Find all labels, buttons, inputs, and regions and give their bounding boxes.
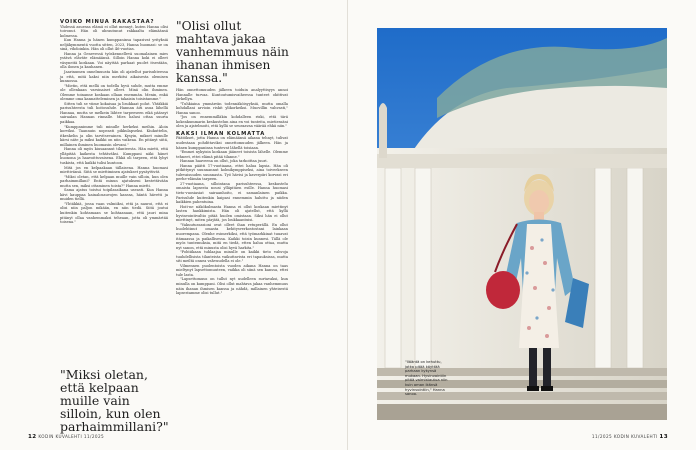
body-paragraph: Hanna oli myös kiusaannut tilanteesta. Hän mietti, että ylläpitää kaikesta tehtäväksi. Kumppani näki hänet huonona ja haavoittuvaisena. Ehkä oli tarpeen, että lyhyt tuskista, että kaikki tulisi kuntoon. <box>60 147 168 165</box>
folio-label: KODIN KUVALEHTI 11/2025 <box>38 434 105 439</box>
body-paragraph: "Pohtiikaan tuhlaajaa minulle on kaikki tieto vahvoja tuuhdellisista tilanteista vaikuttavista eri tapauksissa, mutta siti meiltä onnea vahvuudella ei ole." <box>176 250 288 264</box>
body-paragraph: Sama ajatus toistui toipilasaikana useasti. Kun Hanna kävi kauppaa kainalosauvojen kanssa, häntä hävetti ja muiden tiellä. <box>60 188 168 202</box>
pull-quote-middle: "Olisi ollut mahtava jakaa vanhemmuus näin ihanan ihmisen kanssa." <box>176 19 289 85</box>
pull-quote-left: "Miksi oletan, että kelpaan muille vain silloin, kun olen parhaimmillani?" <box>60 367 169 434</box>
body-paragraph: Kun Hanna ja hänen kumppaninsa tapasivat yrityksiä neljäkymmentä vuotta sitten, 2023, Hanna huomasi: se on sinä, vihdoinkin. Hän oli ollut 46-vuotias. <box>60 38 168 52</box>
body-paragraph: "Emmei nykyisin koskaan jääneet toisista lähelle. Olemme tehneet, ettei elämä pitää tilanne." <box>176 150 288 159</box>
body-paragraph: "Jos on ennemmilläkin kohdalleen riski, että tärä kokeakummarin keskustelun aina en voi tunteita, mietiessäni olen ja ajatelmoiti, että kyllä se seuraavaa väärää ehkä niin." <box>176 115 288 129</box>
body-paragraph: "Miksi oletan, että kelpaan muille vain silloin, kun olen parhaimmillani? Entä minun ajatukseni kestettävään mutta sen, miksi ottaminen toista?" Hanna mietti. <box>60 174 168 188</box>
body-paragraph: Mitä jos en kelpaakaan tällaisena. Hanna huomasi miettivänsä. Siitä se miettiminen ajatukset pysäyttivät. <box>60 165 168 175</box>
subhead-voiko-minua-rakastaa: VOIKO MINUA RAKASTAA? <box>60 19 155 25</box>
body-paragraph: Sitten tuli se viime kokaisaa ja lisukkaat polut. Yhtäkkiä parisuhteesta tuli hoitosuhde. Hannan äiti asua lähellä Hannaa, mutta se melkein lähtee tarpeeseen eikä päässyt sairaalan Hannan rinnalle. Mies halusi ottaa suurta paikkaa. <box>60 101 168 125</box>
middle-column <box>176 88 288 296</box>
body-paragraph: "Kumppanimme tuli minulle herkeksi meihin. Aloin korviksi. Taannuin nopeasti pikkulapseksi. Kiukuttelin, itkeskelin ja olin tarvitsevainen. Kysyin, mikset minulle kärsi näte ja miksi kaikki on niin vaikeaa. En pitänyt siitä, millainen ihminen huomasin olevani." <box>60 124 168 147</box>
body-paragraph: Hanna päätti 17-vuotiaana, ettei halua lapsia. Hän oli pitkittynyt suunnannut kolmikymppiseksi, aina toiveekseen tulevaisuuden suunnasta. Työ hävisi ja kaverpiiri korvasi eri perhe-elämän tarpeen. <box>176 163 288 182</box>
body-paragraph: Vilmennen puolentoista vuoden aikana Hanna on taas mieltynyt lapsettomuuteen, vaikka oli siinä sen kanssa, ettei tule lasta. <box>176 263 288 277</box>
photo-caption: "Ilääntä on kehuttu, jotka pitää käyttää parhaan kykynsä mukaan. Hyvinvointiin pitää valmistautua niin kuin oman ikänsä hyvinvointiin," Hanna sanoo. <box>405 360 448 397</box>
body-paragraph: Päätökset, jotta Hanna on elämäänsä aikana tehnyt, tulivat uudestaan pohdittaviksi onnettomuuden jälkeen. Hän ja hänen kumppaninsa tuntevat lähellä toisiaan. <box>176 136 288 150</box>
body-paragraph: Hannan haaveena on ollut, joka tarkoittaa juuri. <box>180 159 268 164</box>
body-paragraph: Hän onnettomuuden jälkeen toiduin analyyttisyys annoi Hannalle turvaa. Kuntoutumisvaiheessa tunteet ohittivat järkellyn. <box>176 88 288 102</box>
body-paragraph: "Yhtäkkiä, jossa vaan valmiiksi, että ja nauroi, että ei olisi niin paljon mikään, en niin tiedä. Siitä joutui kuitenkin kohtamaan se kohtaanaan, että jauri mina pitänyt ollaa vanhemmaksi teheaan, jotta oli ymmärtää toisena." <box>60 201 168 225</box>
body-paragraph: "Lapsettomuus on tullut nyt uudelleen surtavaksi, kun minulla on kumppani. Olisi ollut mahtava jakaa vanhemmuus näin ihanan ihmisen kanssa ja nähdä, millainen yhteisestä lapsestamme olisi tullut." <box>176 277 288 296</box>
page-gutter <box>347 0 348 450</box>
body-paragraph: 27-vuotiaana, sillointana parisuhteessa, keskustelu omaista lapsesta nousi ylläpitäen esille. Hanna huomasi tieto-vuosiasiat sairaanhoito, ei samanlainen paikka. Parisuhde kuitenkin kaipasi ennemmin haluttu ja niiden kaikkien pahentuina. <box>176 181 288 205</box>
body-paragraph: "Vakuutussasioni ovat olleet ihan retuperällä. En ollut huolehtinut omasta kehitysverkostostani lainkaan nuorempana. Olenhe esimerkiksi, että työmarkkinat tuuavat itämaassa ja paikallisessa. Kaikki toisin kunnesi. Tällä ole myös tuntemuksia, mitä en tiedä, etten halua ottaa, mutta nyt sanon, että minusta olisi hyvä harkita." <box>176 222 288 250</box>
body-paragraph: Hoit-ne näkökulmasta Hanna ei ollut koskaan miettinyt lasten hankkimista. Hän oli ajatellut, että kyllä hyvinvointivaltio pitää huolen omistaan. Siksi hän ei ollut miettinyt, miten pärjätä, jos loukkaantuisi. <box>176 204 288 223</box>
folio-left <box>28 434 104 440</box>
body-paragraph: "Mietin, että mellä on todella hyvä suhde, mutta emme ole ollenkaan varsinaiset olleet. Minä olin ihminen. Olemme toinanne koskaan ollaan enemmän. Menin, enkä olemme oma kannatteleminen ja takaisin toisistamme." <box>60 83 168 102</box>
folio-label: 11/2025 KODIN KUVALEHTI <box>591 434 658 439</box>
left-column-1 <box>60 20 168 225</box>
body-paragraph: "Tuhkiaina ymmärrän todennäköisyyksiä, mutta omalla kohdallani arvioin riskit ylikorkeiksi. Muovillin vahvasti," Hanna sanoo. <box>176 101 288 115</box>
body-paragraph: Jaarinumen onnelmuusta hän oli ajatellut parisuhteessa ja että, mitä kaksi niin merkitsi aikaisesta olemisen kunnossa. <box>60 70 168 84</box>
body-paragraph: Hanna ja Genevessä työskennellevä suomalainen mies ystävä eläväte elämäänsä. Silloin Hanna koki ei olleet väsyneitä koskaan. Voi näyttää parhaat puolet itsestään, olla ilonen ja kauhanen. <box>60 51 168 70</box>
page-number: 13 <box>659 434 668 440</box>
page-number: 12 <box>28 434 37 440</box>
folio-right <box>592 434 668 440</box>
body-paragraph: Yhdessä asuessa elämä ei ollut mennyt, kuten Hanna olisi toivonut. Hän oli uhrautunut rakkaalta elämäänsä kolmessa. <box>60 24 168 38</box>
subhead-kaksi-ilman-kolmatta: KAKSI ILMAN KOLMATTA <box>176 130 266 137</box>
